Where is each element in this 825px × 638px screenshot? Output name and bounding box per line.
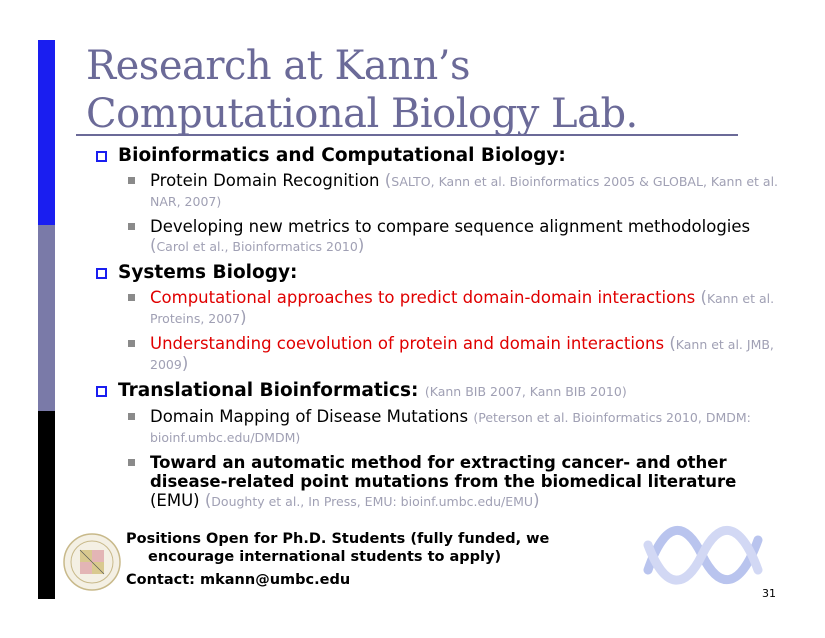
- item-citation: (Peterson et al. Bioinformatics 2010, DMDM: bioinf.umbc.edu/DMDM): [150, 410, 751, 445]
- item-text: Understanding coevolution of protein and domain interactions: [150, 334, 670, 353]
- page-number: 31: [762, 587, 776, 600]
- list-item: Toward an automatic method for extracting cancer- and other disease-related point mutations from the biomedical literature (EMU) (Doughty et al., In Press, EMU: bioinf.umbc.edu/EMU): [90, 453, 790, 511]
- positions-open-notice: [126, 530, 686, 566]
- item-citation: Kann et al. JMB, 2009: [150, 337, 774, 372]
- section-heading-text: Systems Biology:: [118, 262, 298, 283]
- item-text-bold: Toward an automatic method for extracting cancer- and other disease-related point mutations from the biomedical literature: [150, 453, 737, 491]
- square-bullet-icon: [128, 177, 135, 184]
- section-heading-citation: (Kann BIB 2007, Kann BIB 2010): [424, 384, 627, 399]
- square-bullet-icon: [96, 268, 107, 279]
- section-heading-text: Bioinformatics and Computational Biology:: [118, 145, 566, 166]
- item-text: Domain Mapping of Disease Mutations: [150, 407, 474, 426]
- accent-bar-gray: [38, 225, 55, 411]
- list-item: Developing new metrics to compare sequence alignment methodologies (Carol et al., Bioinformatics 2010): [90, 217, 790, 256]
- item-citation: SALTO, Kann et al. Bioinformatics 2005 & GLOBAL, Kann et al. NAR, 2007: [150, 174, 779, 209]
- section-heading-translational: [90, 380, 790, 403]
- section-heading-text: Translational Bioinformatics:: [118, 380, 419, 401]
- square-bullet-icon: [128, 413, 135, 420]
- positions-line: Positions Open for Ph.D. Students (fully funded, we: [126, 531, 550, 547]
- contact-email: Contact: mkann@umbc.edu: [126, 572, 351, 588]
- item-citation: Doughty et al., In Press, EMU: bioinf.umbc.edu/EMU: [211, 494, 534, 509]
- item-text: Protein Domain Recognition: [150, 171, 385, 190]
- positions-line: encourage international students to apply): [148, 549, 502, 565]
- section-heading-systems-biology: [90, 262, 790, 284]
- item-citation: Carol et al., Bioinformatics 2010: [156, 239, 358, 254]
- square-bullet-icon: [128, 294, 135, 301]
- slide-content: [90, 145, 790, 511]
- square-bullet-icon: [96, 151, 107, 162]
- item-text: (EMU): [150, 491, 205, 510]
- section-heading-bioinformatics: [90, 145, 790, 167]
- slide-title: Research at Kann’s Computational Biology Lab.: [86, 43, 638, 137]
- square-bullet-icon: [96, 386, 107, 397]
- item-text: Computational approaches to predict domain-domain interactions: [150, 288, 701, 307]
- accent-bar-black: [38, 411, 55, 599]
- list-item: Understanding coevolution of protein and domain interactions (Kann et al. JMB, 2009): [90, 334, 790, 374]
- list-item: Computational approaches to predict domain-domain interactions (Kann et al. Proteins, 2007): [90, 288, 790, 328]
- accent-bar-blue: [38, 40, 55, 225]
- square-bullet-icon: [128, 340, 135, 347]
- umbc-seal-icon: [62, 532, 122, 592]
- title-underline: [76, 134, 738, 136]
- list-item: [90, 407, 790, 447]
- item-text: Developing new metrics to compare sequence alignment methodologies: [150, 217, 751, 236]
- list-item: Protein Domain Recognition (SALTO, Kann et al. Bioinformatics 2005 & GLOBAL, Kann et al. NAR, 2007): [90, 171, 790, 211]
- square-bullet-icon: [128, 223, 135, 230]
- dna-helix-icon: [640, 515, 780, 595]
- square-bullet-icon: [128, 459, 135, 466]
- item-citation: Kann et al. Proteins, 2007: [150, 291, 775, 326]
